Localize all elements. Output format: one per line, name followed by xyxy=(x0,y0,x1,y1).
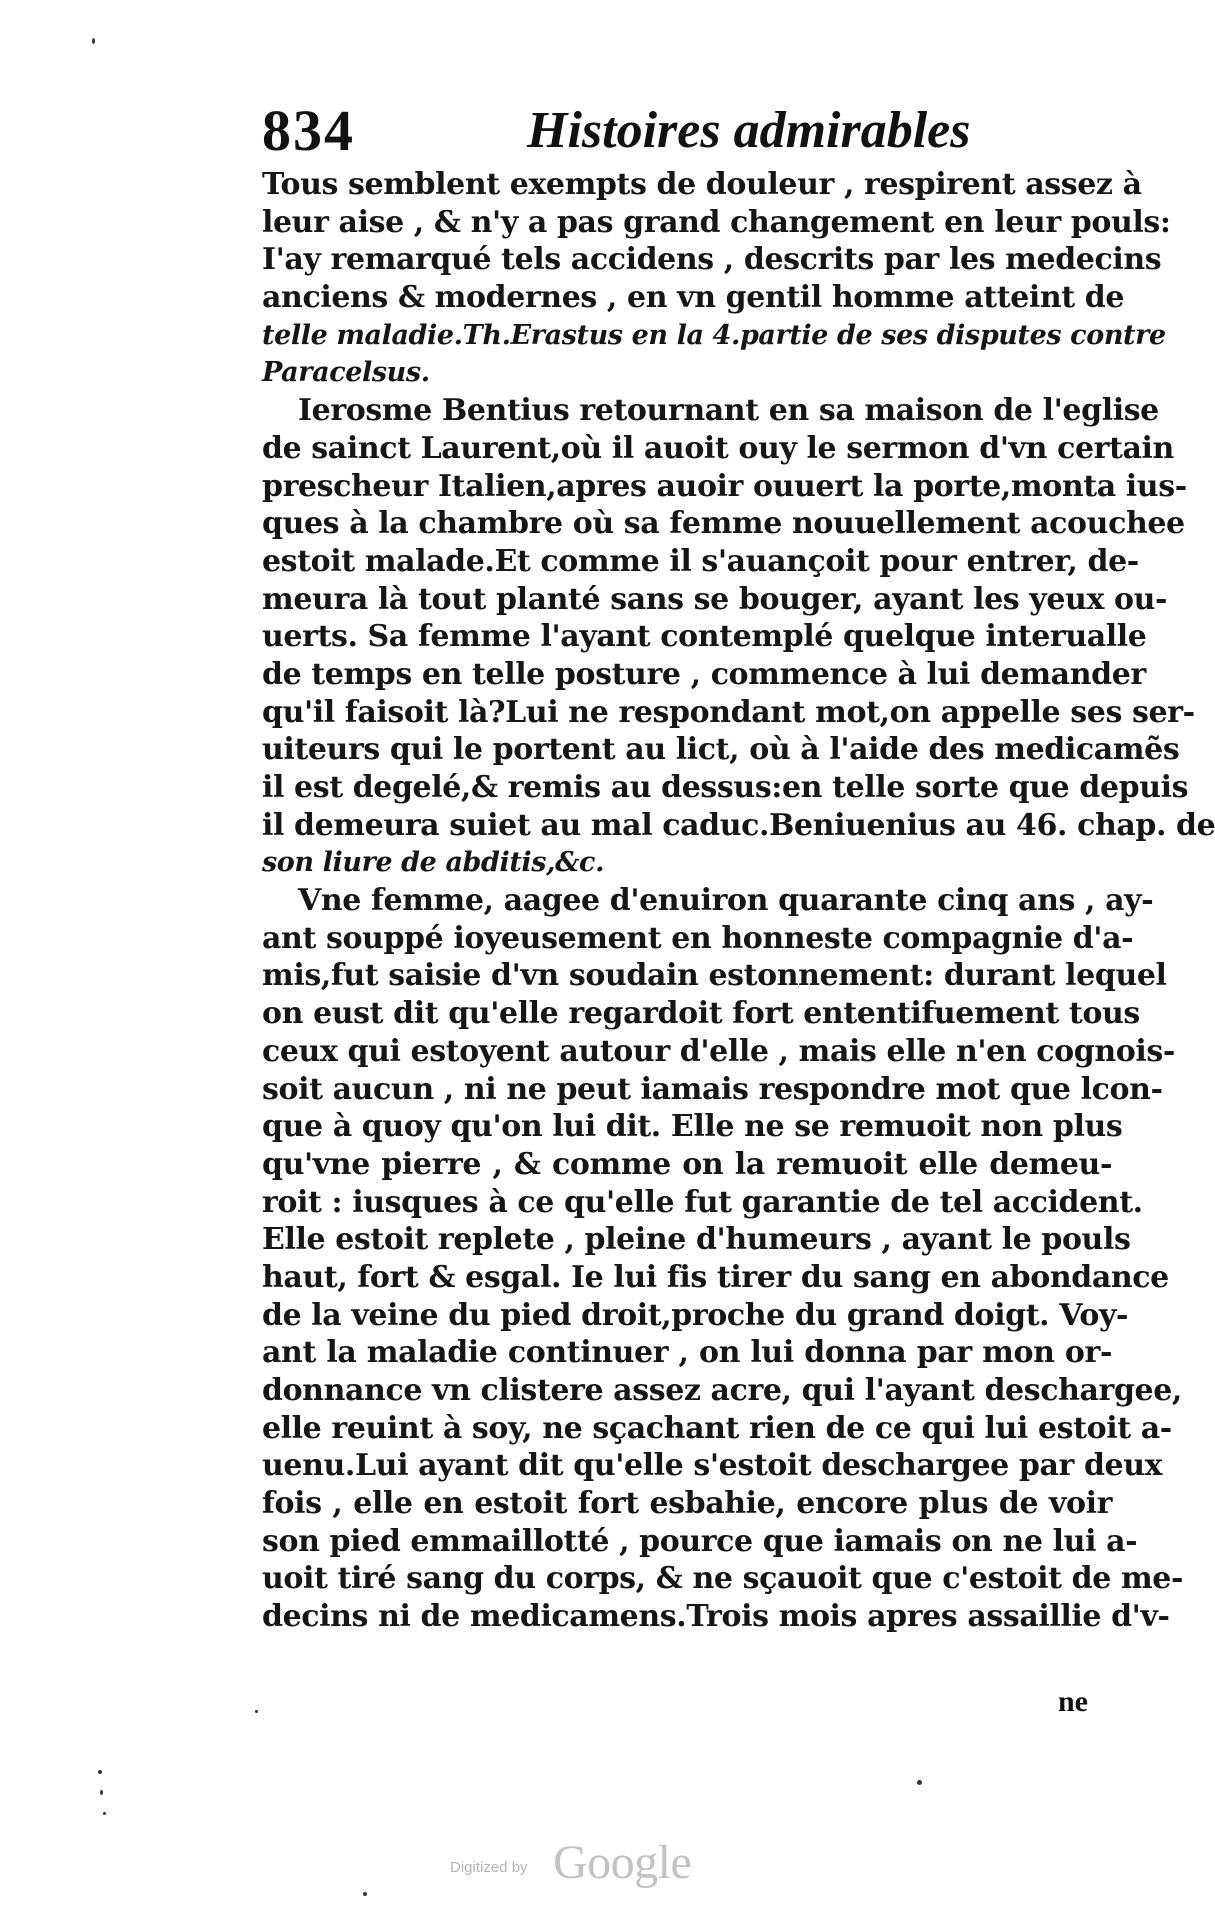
text-line: Tous semblent exempts de douleur , respirent assez à xyxy=(262,167,1142,202)
body-text xyxy=(262,166,1215,1636)
text-line: ques à la chambre où sa femme nouuellement acouchee xyxy=(262,506,1185,542)
text-line: ant la maladie continuer , on lui donna par mon or- xyxy=(262,1335,1112,1371)
text-line: meura là tout planté sans se bouger, ayant les yeux ou- xyxy=(262,581,1168,617)
ink-speck xyxy=(255,1710,258,1713)
text-line: Elle estoit replete , pleine d'humeurs , ayant le pouls xyxy=(262,1222,1131,1258)
running-head: Histoires admirables xyxy=(527,102,971,159)
text-line: telle maladie.Th.Erastus en la 4.partie de ses disputes contre xyxy=(262,319,1166,351)
catchword: ne xyxy=(1058,1685,1088,1718)
text-line: estoit malade.Et comme il s'auançoit pour entrer, de- xyxy=(262,543,1139,579)
text-line: son pied emmaillotté , pource que iamais on ne lui a- xyxy=(262,1523,1138,1559)
text-line: ant souppé ioyeusement en honneste compagnie d'a- xyxy=(262,920,1134,956)
page-number: 834 xyxy=(262,98,355,163)
text-line: Vne femme, aagee d'enuiron quarante cinq ans , ay- xyxy=(298,883,1154,919)
text-line: prescheur Italien,apres auoir ouuert la porte,monta ius- xyxy=(262,468,1187,504)
text-line: decins ni de medicamens.Trois mois apres assaillie d'v- xyxy=(262,1599,1170,1635)
text-line: fois , elle en estoit fort esbahie, encore plus de voir xyxy=(262,1486,1112,1522)
text-line: uerts. Sa femme l'ayant contemplé quelque interualle xyxy=(262,619,1147,655)
text-line: donnance vn clistere assez acre, qui l'ayant deschargee, xyxy=(262,1373,1182,1408)
text-line: uoit tiré sang du corps, & ne sçauoit que c'estoit de me- xyxy=(262,1561,1184,1597)
text-line: ceux qui estoyent autour d'elle , mais elle n'en cognois- xyxy=(262,1033,1175,1069)
text-line: son liure de abditis,&c. xyxy=(262,847,605,879)
text-line: de la veine du pied droit,proche du grand doigt. Voy- xyxy=(262,1297,1129,1333)
text-line: Ierosme Bentius retournant en sa maison de l'eglise xyxy=(298,393,1159,429)
text-line: il demeura suiet au mal caduc.Beniuenius au 46. chap. de xyxy=(262,807,1215,843)
text-line: roit : iusques à ce qu'elle fut garantie de tel accident. xyxy=(262,1184,1143,1220)
text-line: mis,fut saisie d'vn soudain estonnement: durant lequel xyxy=(262,958,1167,994)
google-logo: Google xyxy=(553,1836,692,1889)
text-line: uiteurs qui le portent au lict, où à l'aide des medicamẽs xyxy=(262,732,1180,768)
text-line: de sainct Laurent,où il auoit ouy le sermon d'vn certain xyxy=(262,430,1174,466)
text-line: il est degelé,& remis au dessus:en telle sorte que depuis xyxy=(262,770,1189,805)
text-line: haut, fort & esgal. Ie lui fis tirer du sang en abondance xyxy=(262,1259,1169,1295)
ink-speck xyxy=(103,1812,106,1815)
text-line: soit aucun , ni ne peut iamais respondre mot que lcon- xyxy=(262,1071,1163,1107)
text-line: leur aise , & n'y a pas grand changement en leur pouls: xyxy=(262,204,1171,240)
text-line: anciens & modernes , en vn gentil homme atteint de xyxy=(262,280,1125,316)
text-line: de temps en telle posture , commence à lui demander xyxy=(262,656,1146,692)
text-line: I'ay remarqué tels accidens , descrits par les medecins xyxy=(262,242,1162,278)
ink-speck xyxy=(92,38,95,44)
google-watermark xyxy=(450,1835,750,1895)
page-header xyxy=(262,96,1112,166)
text-line: qu'il faisoit là?Lui ne respondant mot,on appelle ses ser- xyxy=(262,694,1195,730)
ink-speck xyxy=(98,1770,102,1774)
text-line: que à quoy qu'on lui dit. Elle ne se remuoit non plus xyxy=(262,1109,1123,1145)
text-line: Paracelsus. xyxy=(262,357,430,389)
text-line: elle reuint à soy, ne sçachant rien de ce qui lui estoit a- xyxy=(262,1410,1172,1446)
ink-speck xyxy=(917,1780,922,1785)
text-line: on eust dit qu'elle regardoit fort ententifuement tous xyxy=(262,996,1140,1032)
digitized-by-label: Digitized by xyxy=(450,1859,528,1876)
text-line: uenu.Lui ayant dit qu'elle s'estoit deschargee par deux xyxy=(262,1448,1163,1484)
text-line: qu'vne pierre , & comme on la remuoit elle demeu- xyxy=(262,1146,1112,1182)
ink-speck xyxy=(363,1892,367,1896)
ink-speck xyxy=(100,1790,103,1795)
